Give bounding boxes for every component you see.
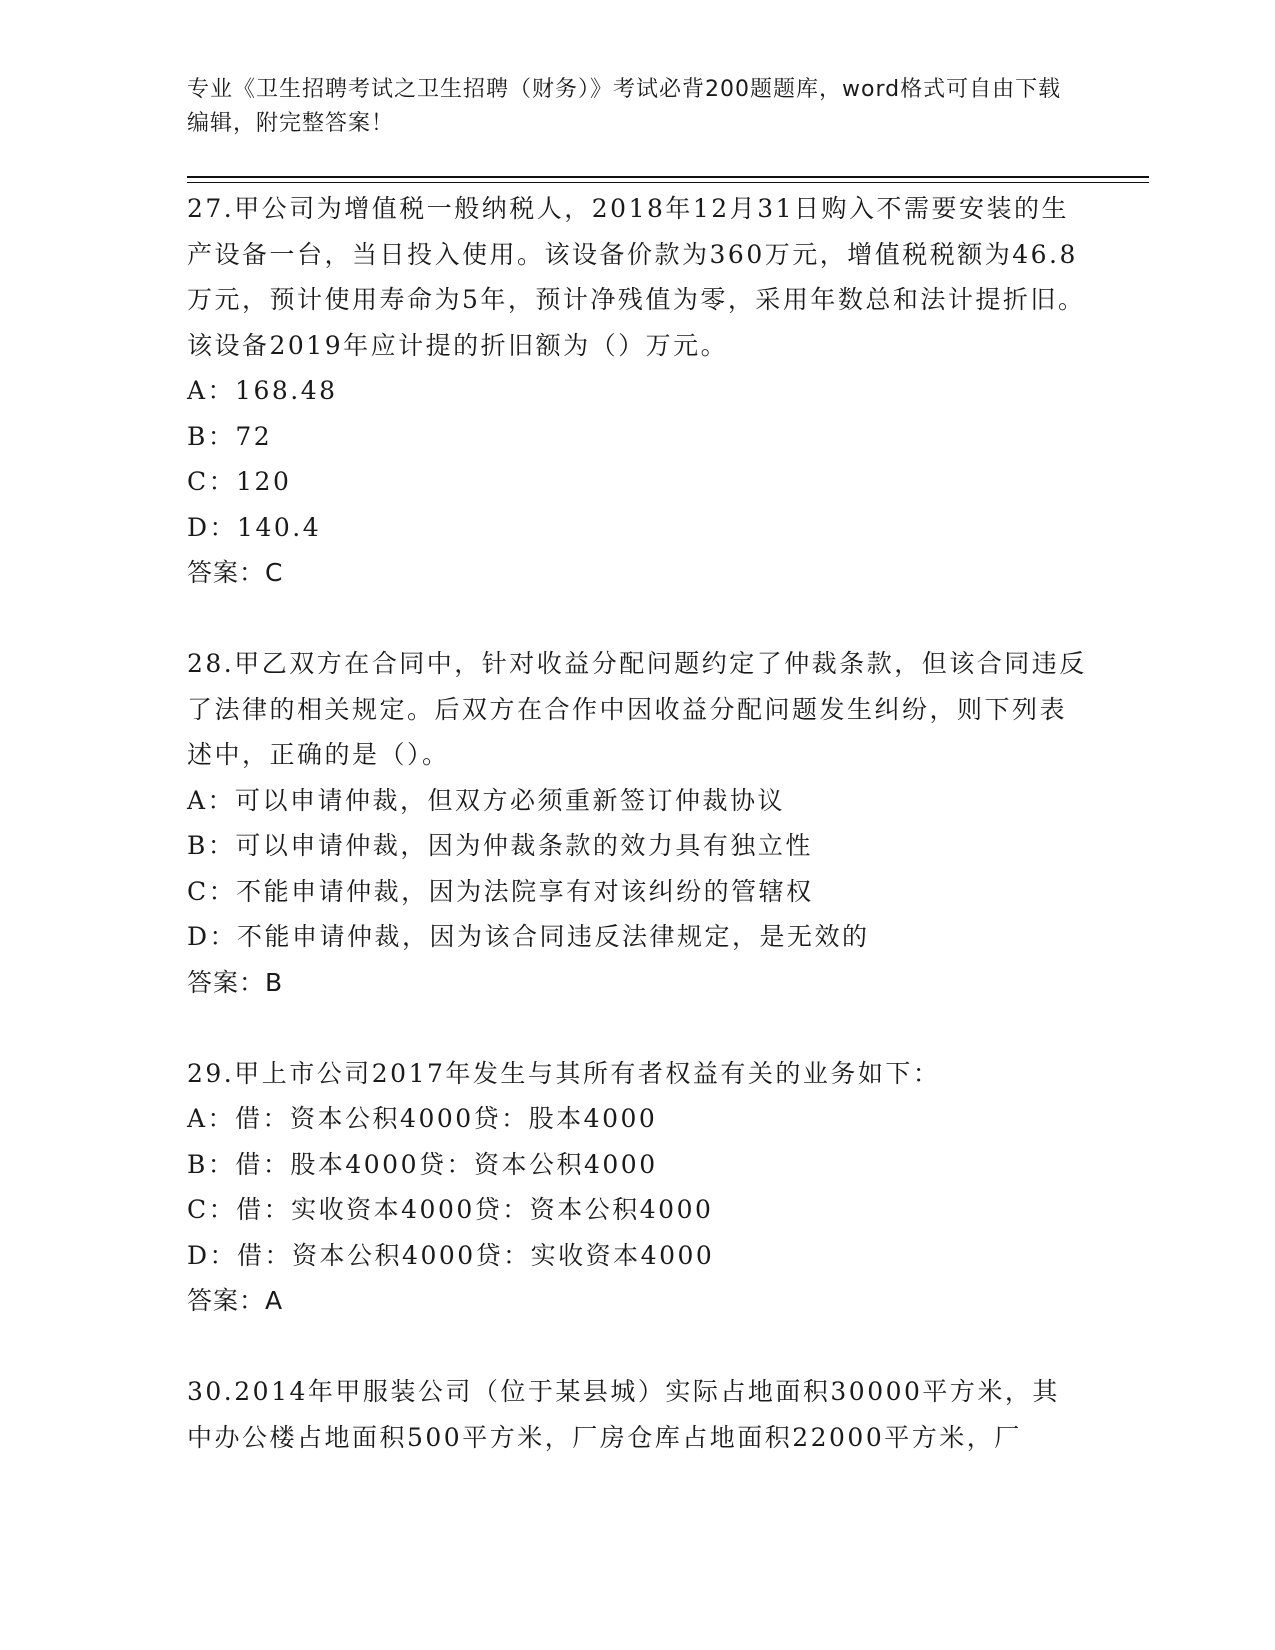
option-d: D：借：资本公积4000贷：实收资本4000: [187, 1240, 715, 1270]
answer-line: 答案：B: [187, 967, 284, 997]
question-list: [187, 186, 1087, 1460]
question-27: [187, 186, 1087, 596]
question-spacer: [187, 1324, 1087, 1370]
option-a: A：可以申请仲裁，但双方必须重新签订仲裁协议: [187, 785, 786, 815]
option-a: A：借：资本公积4000贷：股本4000: [187, 1104, 658, 1133]
question-30: [187, 1369, 1087, 1460]
option-c: C：不能申请仲裁，因为法院享有对该纠纷的管辖权: [187, 876, 814, 906]
option-b: B：借：股本4000贷：资本公积4000: [187, 1149, 658, 1179]
question-stem: 29.甲上市公司2017年发生与其所有者权益有关的业务如下：: [187, 1058, 941, 1088]
question-stem: 27.甲公司为增值税一般纳税人，2018年12月31日购入不需要安装的生产设备一台，当日投入使用。该设备价款为360万元，增值税税额为46.8万元，预计使用寿命为5年，预计净残值为零，采用年数总和法计提折旧。该设备2019年应计提的折旧额为（）万元。: [187, 194, 1086, 360]
question-stem: 30.2014年甲服装公司（位于某县城）实际占地面积30000平方米，其中办公楼占地面积500平方米，厂房仓库占地面积22000平方米，厂: [187, 1377, 1060, 1452]
option-c: C：借：实收资本4000贷：资本公积4000: [187, 1195, 714, 1224]
question-spacer: [187, 596, 1087, 642]
header-divider: [187, 176, 1149, 178]
question-spacer: [187, 1005, 1087, 1051]
option-d: D：不能申请仲裁，因为该合同违反法律规定，是无效的: [187, 922, 870, 951]
answer-line: 答案：C: [187, 558, 284, 587]
question-29: [187, 1051, 1087, 1324]
header-divider-thin: [187, 182, 1149, 183]
option-a: A：168.48: [187, 376, 338, 405]
option-d: D：140.4: [187, 512, 322, 542]
answer-line: 答案：A: [187, 1286, 284, 1315]
option-b: B：72: [187, 421, 273, 451]
question-28: [187, 641, 1087, 1005]
option-b: B：可以申请仲裁，因为仲裁条款的效力具有独立性: [187, 831, 813, 860]
option-c: C：120: [187, 467, 292, 496]
document-header: 专业《卫生招聘考试之卫生招聘（财务）》考试必背200题题库，word格式可自由下载编辑，附完整答案！: [187, 77, 1062, 136]
question-stem: 28.甲乙双方在合同中，针对收益分配问题约定了仲裁条款，但该合同违反了法律的相关规定。后双方在合作中因收益分配问题发生纠纷，则下列表述中，正确的是（）。: [187, 649, 1087, 769]
